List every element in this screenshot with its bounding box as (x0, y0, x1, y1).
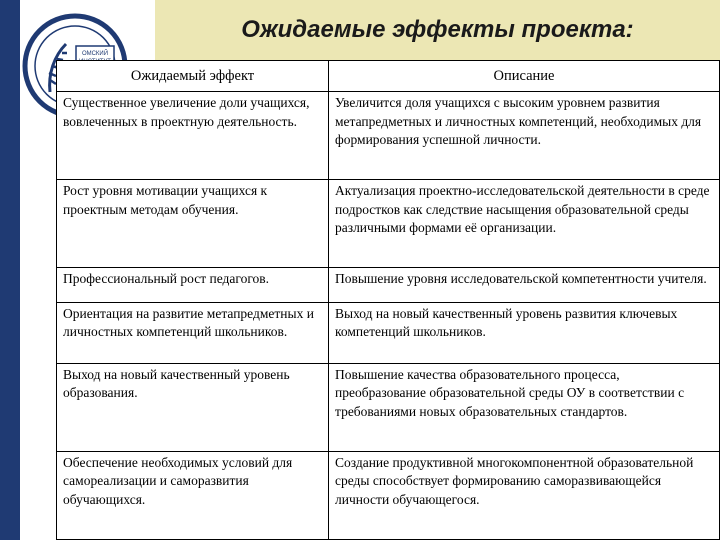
table-row (57, 180, 720, 268)
effect-cell: Выход на новый качественный уровень образования. (57, 363, 329, 451)
effects-table (56, 60, 720, 540)
table-row (57, 363, 720, 451)
table-row (57, 92, 720, 180)
effect-cell: Ориентация на развитие метапредметных и личностных компетенций школьников. (57, 302, 329, 363)
description-cell: Увеличится доля учащихся с высоким уровнем развития метапредметных и личностных компетенций, необходимых для формирования успешной личности. (329, 92, 720, 180)
description-cell: Выход на новый качественный уровень развития ключевых компетенций школьников. (329, 302, 720, 363)
effect-cell: Обеспечение необходимых условий для самореализации и саморазвития обучающихся. (57, 451, 329, 539)
header-effect: Ожидаемый эффект (57, 61, 329, 92)
table-header-row (57, 61, 720, 92)
description-cell: Создание продуктивной многокомпонентной образовательной среды способствует формированию саморазвивающейся личности обучающегося. (329, 451, 720, 539)
header-description: Описание (329, 61, 720, 92)
table-row (57, 451, 720, 539)
description-cell: Актуализация проектно-исследовательской деятельности в среде подростков как следствие насыщения образовательной среды различными формами её организации. (329, 180, 720, 268)
table-row (57, 302, 720, 363)
logo-text-line1: ОМСКИЙ (81, 51, 109, 57)
description-cell: Повышение уровня исследовательской компетентности учителя. (329, 268, 720, 302)
table-row (57, 268, 720, 302)
left-accent-band (0, 0, 20, 540)
description-cell: Повышение качества образовательного процесса, преобразование образовательной среды ОУ в соответствии с требованиями новых образовательных стандартов. (329, 363, 720, 451)
effect-cell: Рост уровня мотивации учащихся к проектным методам обучения. (57, 180, 329, 268)
effect-cell: Профессиональный рост педагогов. (57, 268, 329, 302)
effect-cell: Существенное увеличение доли учащихся, вовлеченных в проектную деятельность. (57, 92, 329, 180)
slide-title: Ожидаемые эффекты проекта: (241, 16, 634, 43)
